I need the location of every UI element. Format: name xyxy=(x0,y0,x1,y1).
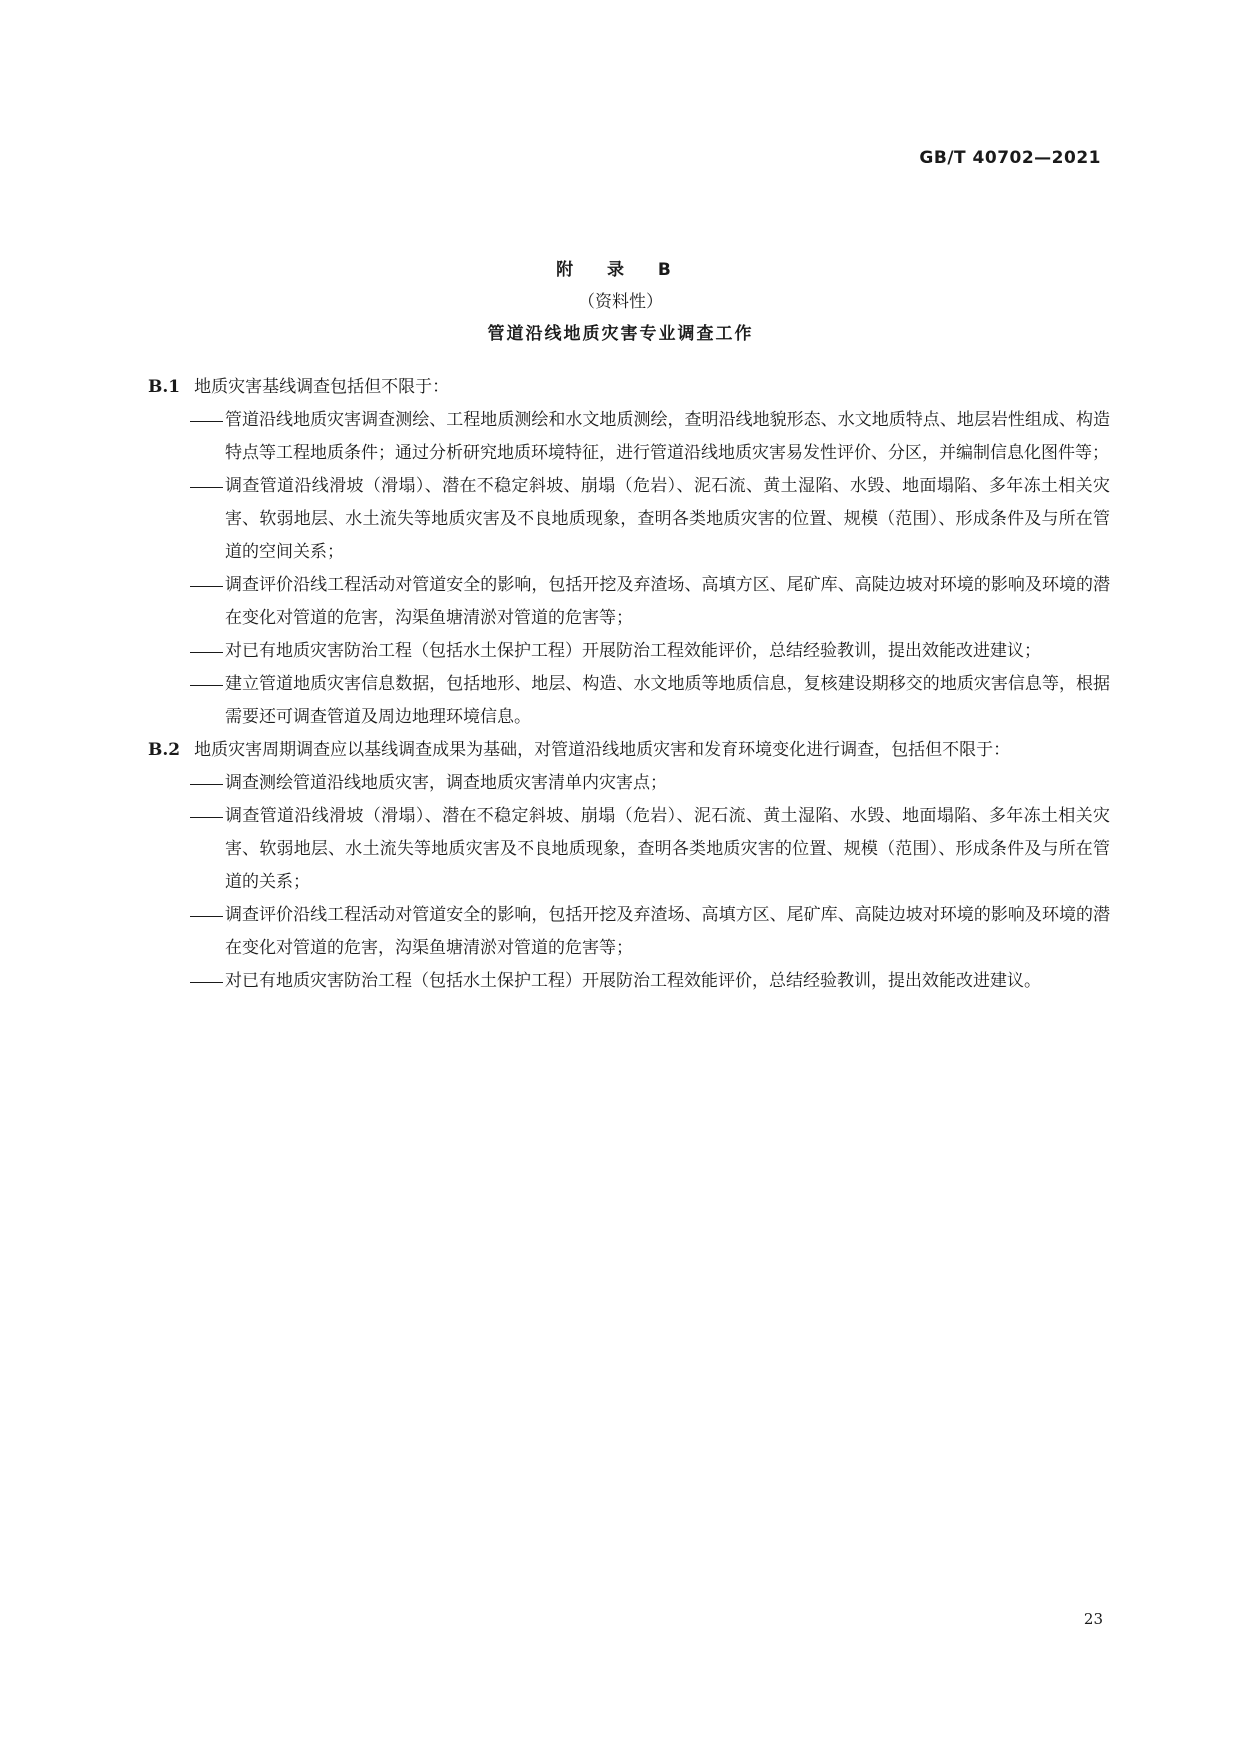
list-item xyxy=(148,668,1110,734)
page-number: 23 xyxy=(1083,1610,1103,1628)
annex-body xyxy=(148,371,1110,998)
list-item xyxy=(148,965,1110,998)
list-item-text: 调查评价沿线工程活动对管道安全的影响，包括开挖及弃渣场、高填方区、尾矿库、高陡边坡对环境的影响及环境的潜在变化对管道的危害，沟渠鱼塘清淤对管道的危害等； xyxy=(225,575,1110,628)
list-item xyxy=(148,569,1110,635)
list-item-text: 管道沿线地质灾害调查测绘、工程地质测绘和水文地质测绘，查明沿线地貌形态、水文地质特点、地层岩性组成、构造特点等工程地质条件；通过分析研究地质环境特征，进行管道沿线地质灾害易发性评价、分区，并编制信息化图件等； xyxy=(225,410,1110,463)
list-item-text: 对已有地质灾害防治工程（包括水土保护工程）开展防治工程效能评价，总结经验教训，提出效能改进建议。 xyxy=(225,971,1041,991)
clause-b1 xyxy=(148,371,1110,404)
clause-text: 地质灾害周期调查应以基线调查成果为基础，对管道沿线地质灾害和发育环境变化进行调查，包括但不限于： xyxy=(194,740,1011,760)
standard-number: GB/T 40702—2021 xyxy=(919,148,1101,168)
clause-number: B.1 xyxy=(148,377,181,397)
clause-text: 地质灾害基线调查包括但不限于： xyxy=(194,377,450,397)
list-item-text: 调查测绘管道沿线地质灾害，调查地质灾害清单内灾害点； xyxy=(225,773,667,793)
list-item-text: 调查管道沿线滑坡（滑塌）、潜在不稳定斜坡、崩塌（危岩）、泥石流、黄土湿陷、水毁、地面塌陷、多年冻土相关灾害、软弱地层、水土流失等地质灾害及不良地质现象，查明各类地质灾害的位置、规模（范围）、形成条件及与所在管道的关系； xyxy=(225,806,1110,892)
list-item xyxy=(148,404,1110,470)
list-item-text: 调查管道沿线滑坡（滑塌）、潜在不稳定斜坡、崩塌（危岩）、泥石流、黄土湿陷、水毁、地面塌陷、多年冻土相关灾害、软弱地层、水土流失等地质灾害及不良地质现象，查明各类地质灾害的位置、规模（范围）、形成条件及与所在管道的空间关系； xyxy=(225,476,1110,562)
annex-nature: （资料性） xyxy=(578,292,663,312)
list-item xyxy=(148,767,1110,800)
clause-b2 xyxy=(148,734,1110,767)
clause-number: B.2 xyxy=(148,740,181,760)
list-item xyxy=(148,800,1110,899)
list-item xyxy=(148,899,1110,965)
annex-title: 附 录 B xyxy=(556,260,685,280)
list-item xyxy=(148,635,1110,668)
list-item-text: 对已有地质灾害防治工程（包括水土保护工程）开展防治工程效能评价，总结经验教训，提出效能改进建议； xyxy=(225,641,1041,661)
list-item xyxy=(148,470,1110,569)
annex-name: 管道沿线地质灾害专业调查工作 xyxy=(487,324,754,344)
list-item-text: 建立管道地质灾害信息数据，包括地形、地层、构造、水文地质等地质信息，复核建设期移交的地质灾害信息等，根据需要还可调查管道及周边地理环境信息。 xyxy=(225,674,1110,727)
list-item-text: 调查评价沿线工程活动对管道安全的影响，包括开挖及弃渣场、高填方区、尾矿库、高陡边坡对环境的影响及环境的潜在变化对管道的危害，沟渠鱼塘清淤对管道的危害等； xyxy=(225,905,1110,958)
